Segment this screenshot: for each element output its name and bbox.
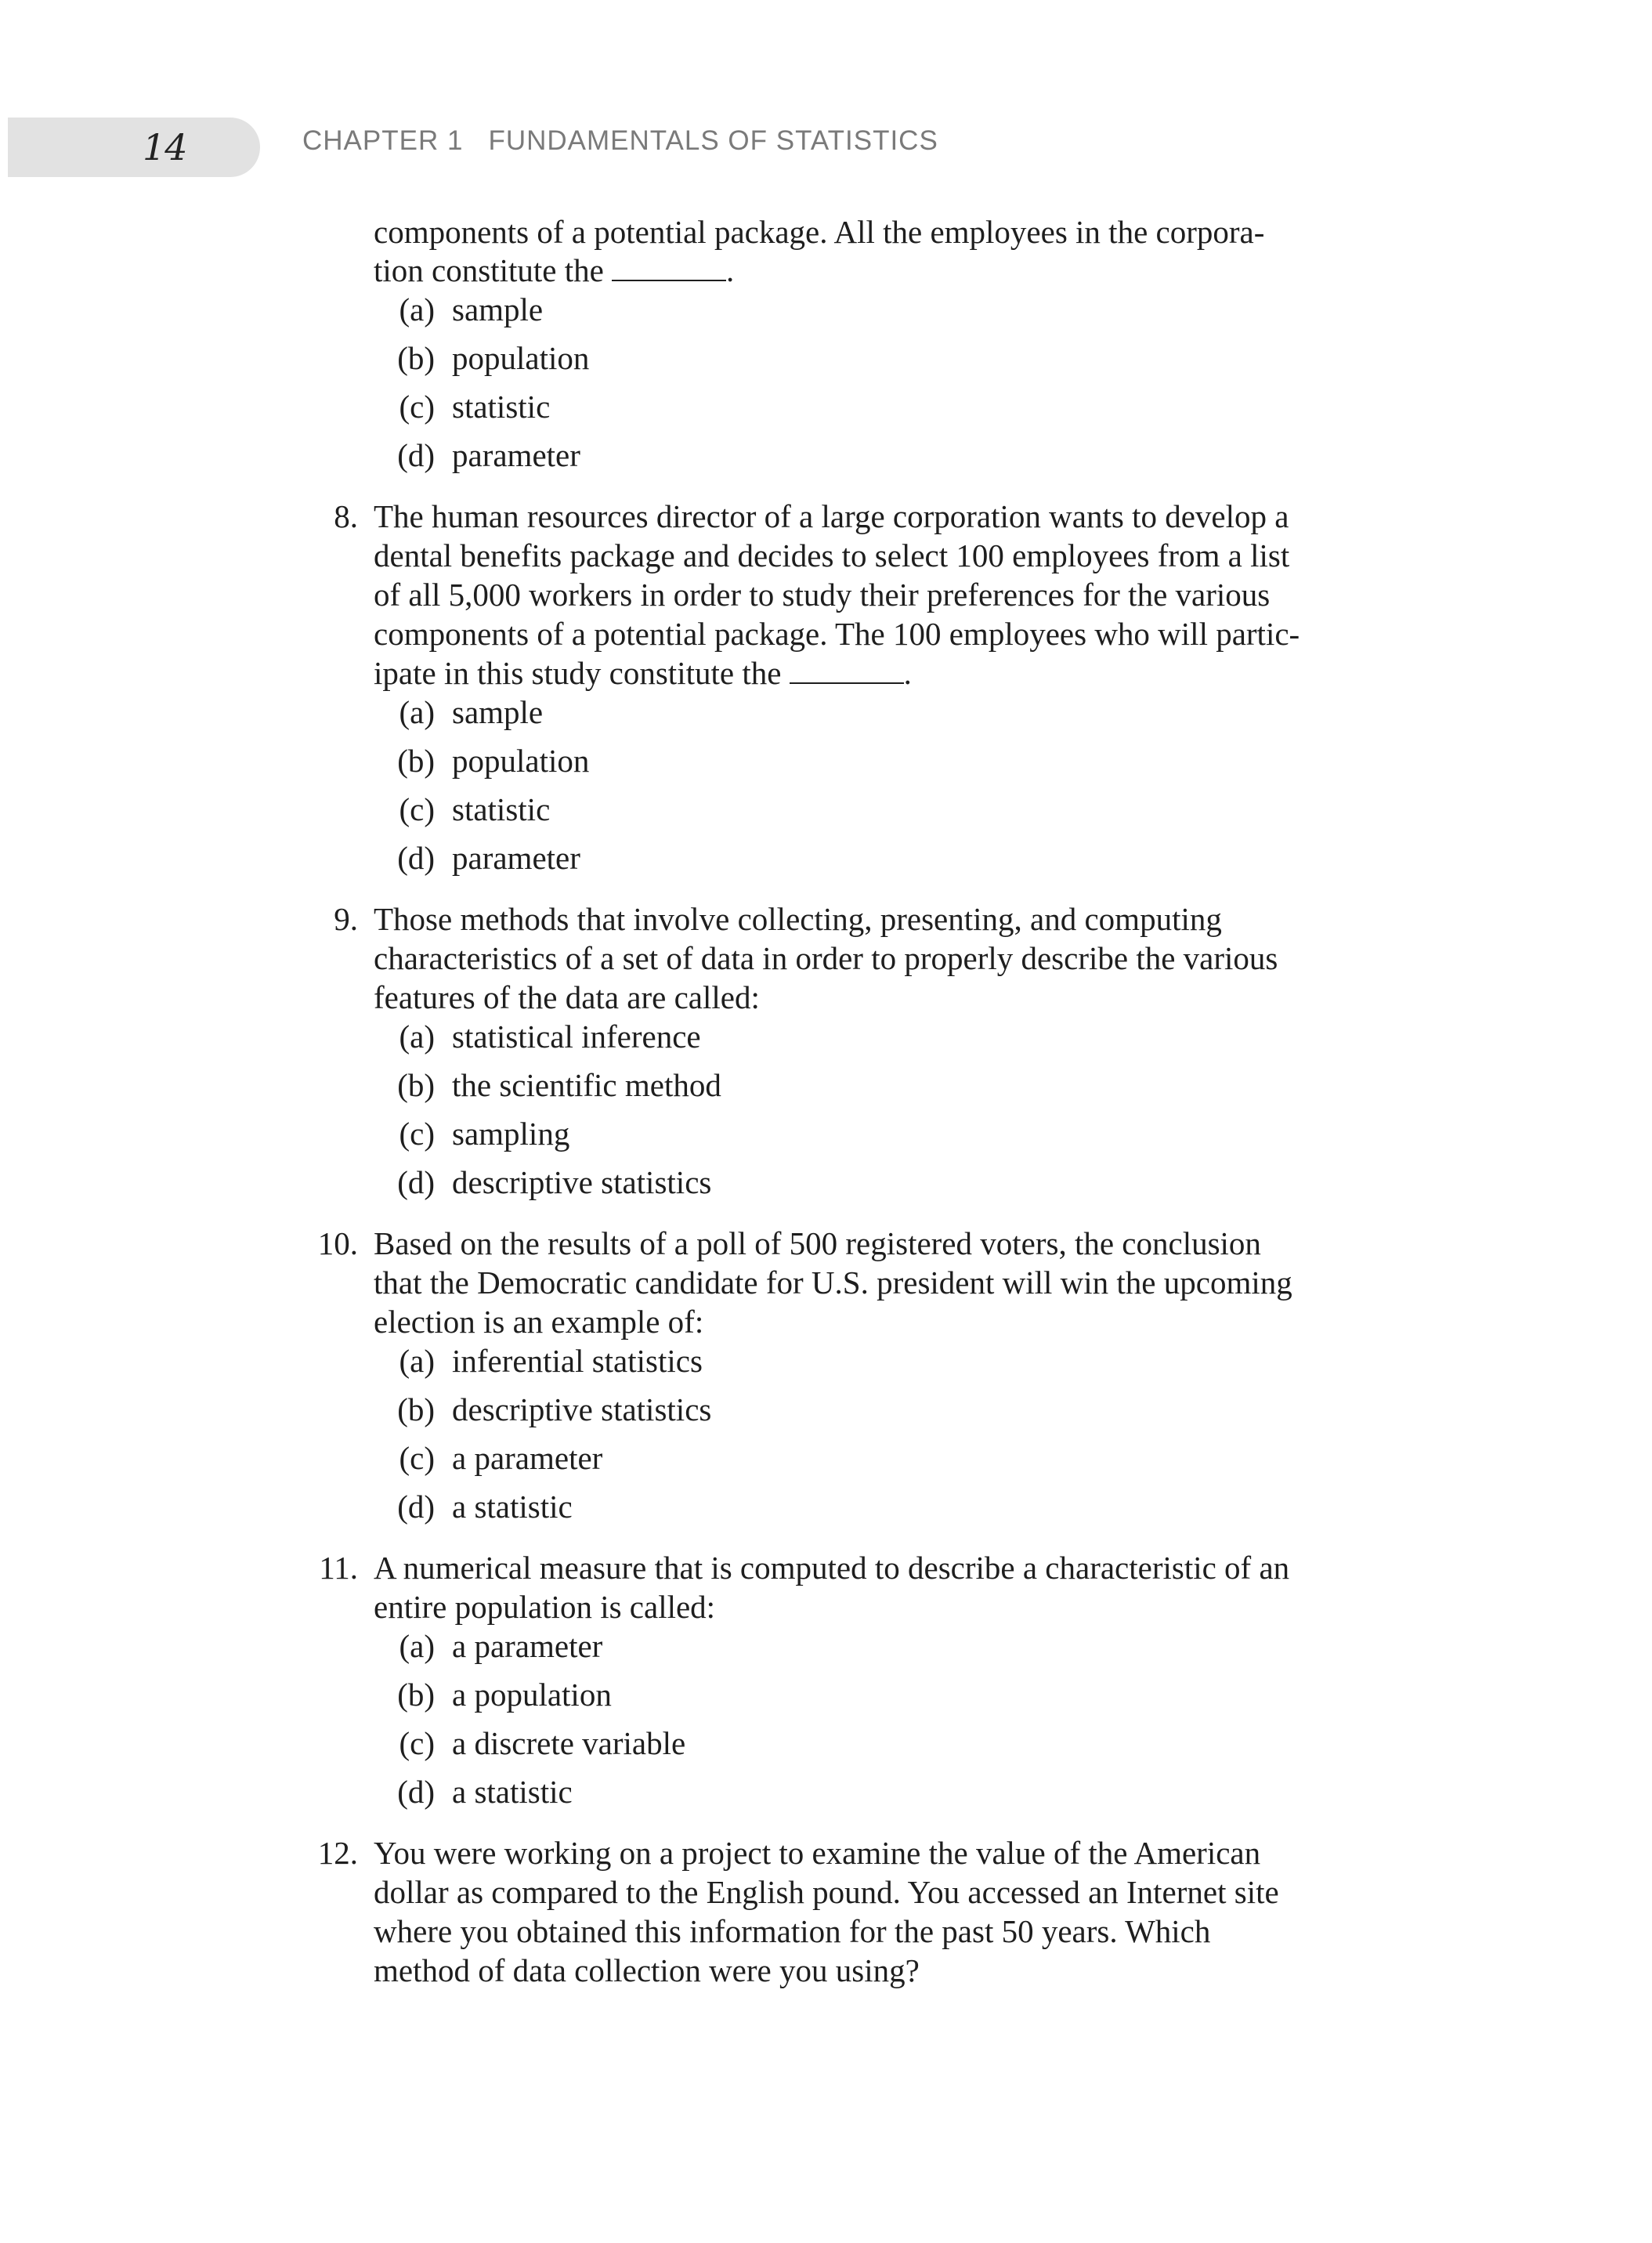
option-text: a parameter — [452, 1440, 603, 1476]
question-number: 10. — [317, 1225, 358, 1261]
option-text: the scientific method — [452, 1067, 721, 1103]
option-list — [0, 290, 1652, 484]
option-text: descriptive statistics — [452, 1164, 712, 1200]
option-text: parameter — [452, 437, 580, 473]
option-text: population — [452, 743, 590, 779]
option-d[interactable] — [397, 1163, 1652, 1211]
option-label: (a) — [399, 291, 435, 327]
question-11 — [0, 1548, 1652, 1821]
option-text: a statistic — [452, 1489, 573, 1525]
running-head — [302, 125, 938, 157]
option-text: sample — [452, 694, 544, 730]
option-label: (d) — [397, 437, 435, 473]
question-stem: 10. Based on the results of a poll of 500 registered voters, the conclusion that the Democratic candidate for U.S. president will win the upcoming election is an example of: — [317, 1225, 1292, 1340]
question-stem: 8. The human resources director of a large corporation wants to develop a dental benefits package and decides to select 100 employees from a list of all 5,000 workers in order to study their preferences for the various components of a potential package. The 100 employees who will partic- ipate in this study constitute the . — [334, 498, 1300, 691]
option-label: (a) — [399, 1343, 435, 1379]
page-header-tab — [8, 118, 260, 177]
option-label: (c) — [399, 1725, 435, 1761]
option-text: sampling — [452, 1116, 570, 1152]
question-10 — [0, 1224, 1652, 1536]
option-b[interactable] — [397, 741, 1652, 790]
option-label: (b) — [397, 1677, 435, 1713]
option-label: (c) — [399, 389, 435, 425]
option-d[interactable] — [397, 1487, 1652, 1536]
option-label: (b) — [397, 1067, 435, 1103]
option-text: population — [452, 340, 590, 376]
option-a[interactable] — [399, 290, 1652, 338]
option-list — [0, 1341, 1652, 1536]
question-stem: 12. You were working on a project to examine the value of the American dollar as compared to the English pound. You accessed an Internet site where you obtained this information for the past 50 years. Which method of data collection were you using? — [317, 1835, 1279, 1988]
page-number: 14 — [143, 126, 187, 168]
option-text: descriptive statistics — [452, 1391, 712, 1427]
option-text: statistic — [452, 389, 551, 425]
option-a[interactable] — [399, 1017, 1652, 1065]
option-text: a discrete variable — [452, 1725, 686, 1761]
question-number: 9. — [334, 901, 358, 937]
option-d[interactable] — [397, 1772, 1652, 1821]
option-label: (d) — [397, 840, 435, 876]
option-label: (d) — [397, 1489, 435, 1525]
answer-blank — [612, 253, 726, 281]
answer-blank — [790, 656, 904, 684]
option-label: (d) — [397, 1774, 435, 1810]
question-stem: components of a potential package. All the employees in the corpora- tion constitute the . — [374, 214, 1265, 288]
option-label: (a) — [399, 1628, 435, 1664]
question-9 — [0, 899, 1652, 1211]
option-label: (a) — [399, 694, 435, 730]
chapter-label: CHAPTER 1 — [302, 125, 464, 156]
option-text: sample — [452, 291, 544, 327]
option-text: a parameter — [452, 1628, 603, 1664]
option-label: (c) — [399, 1440, 435, 1476]
question-number: 12. — [317, 1835, 358, 1871]
option-label: (b) — [397, 1391, 435, 1427]
option-label: (b) — [397, 743, 435, 779]
question-7-continued — [0, 213, 1652, 484]
option-text: parameter — [452, 840, 580, 876]
option-label: (c) — [399, 791, 435, 827]
option-a[interactable] — [399, 1341, 1652, 1390]
option-b[interactable] — [397, 338, 1652, 387]
option-label: (c) — [399, 1116, 435, 1152]
option-c[interactable] — [399, 1724, 1652, 1772]
option-b[interactable] — [397, 1390, 1652, 1438]
question-stem: 11. A numerical measure that is computed to describe a characteristic of an entire population is called: — [319, 1550, 1290, 1625]
option-c[interactable] — [399, 790, 1652, 838]
option-list — [0, 1017, 1652, 1211]
option-b[interactable] — [397, 1065, 1652, 1114]
question-list — [0, 213, 1652, 2002]
option-label: (a) — [399, 1018, 435, 1055]
option-text: statistic — [452, 791, 551, 827]
question-8 — [0, 497, 1652, 887]
option-text: statistical inference — [452, 1018, 701, 1055]
question-12 — [0, 1833, 1652, 1990]
option-c[interactable] — [399, 1438, 1652, 1487]
option-label: (b) — [397, 340, 435, 376]
question-number: 8. — [334, 498, 358, 534]
chapter-title: FUNDAMENTALS OF STATISTICS — [488, 125, 938, 156]
option-a[interactable] — [399, 1626, 1652, 1675]
option-list — [0, 1626, 1652, 1821]
question-number: 11. — [319, 1550, 358, 1586]
question-stem: 9. Those methods that involve collecting, presenting, and computing characteristics of a set of data in order to properly describe the various features of the data are called: — [334, 901, 1278, 1015]
option-text: inferential statistics — [452, 1343, 703, 1379]
option-a[interactable] — [399, 693, 1652, 741]
option-text: a population — [452, 1677, 612, 1713]
option-d[interactable] — [397, 436, 1652, 484]
option-c[interactable] — [399, 1114, 1652, 1163]
option-list — [0, 693, 1652, 887]
option-d[interactable] — [397, 838, 1652, 887]
option-label: (d) — [397, 1164, 435, 1200]
option-c[interactable] — [399, 387, 1652, 436]
option-text: a statistic — [452, 1774, 573, 1810]
option-b[interactable] — [397, 1675, 1652, 1724]
